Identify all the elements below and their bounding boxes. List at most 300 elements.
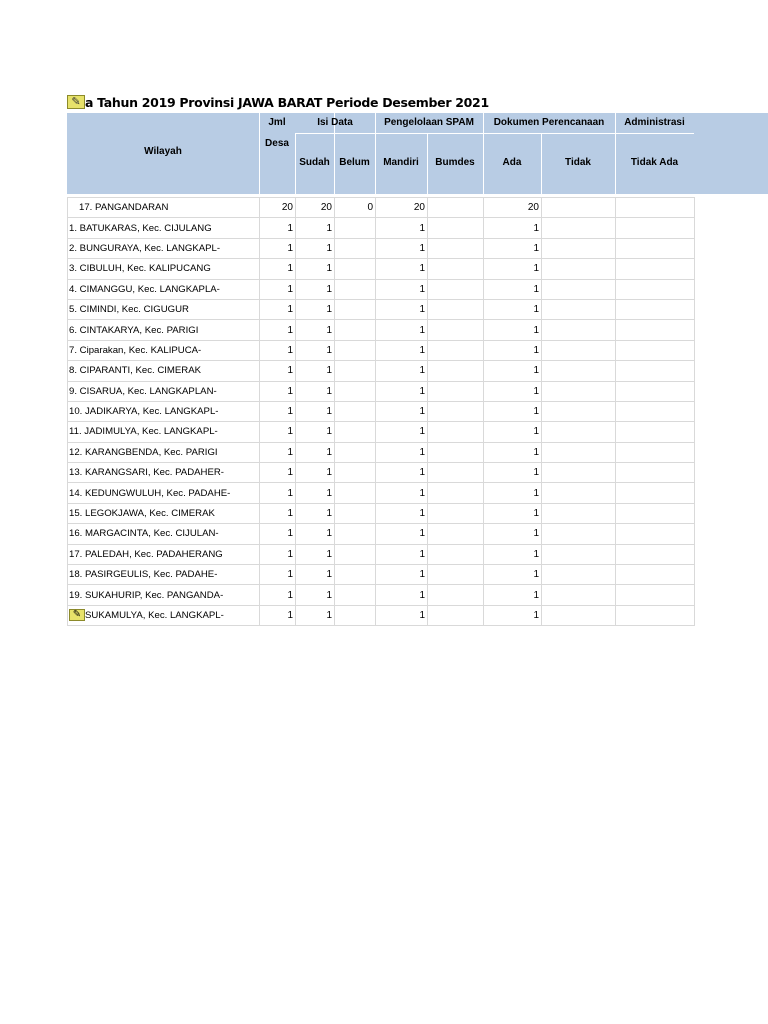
cell-tidak	[542, 605, 616, 625]
header-ada: Ada	[502, 157, 522, 168]
cell-text: 7. Ciparakan, Kec. KALIPUCA-	[69, 344, 202, 356]
cell-jml	[260, 218, 296, 238]
header-administrasi: Administrasi	[624, 117, 685, 128]
table-row	[68, 401, 695, 421]
cell-tidak-ada	[616, 259, 695, 279]
cell-text: 20	[413, 202, 425, 214]
cell-text: 13. KARANGSARI, Kec. PADAHER-	[69, 467, 224, 479]
cell-text: 1	[287, 365, 293, 377]
cell-text: 1	[533, 487, 539, 499]
cell-jml	[260, 463, 296, 483]
header-tidak-ada: Tidak Ada	[630, 157, 679, 168]
cell-text: 1	[326, 548, 332, 560]
cell-sudah	[296, 320, 335, 340]
cell-belum	[335, 524, 376, 544]
cell-text: 1	[533, 263, 539, 275]
cell-sudah	[296, 463, 335, 483]
cell-sudah	[296, 524, 335, 544]
cell-text: 1	[419, 406, 425, 418]
cell-wilayah	[68, 401, 260, 421]
cell-text: 1	[326, 487, 332, 499]
cell-text: 1	[287, 304, 293, 316]
cell-sudah	[296, 585, 335, 605]
table-row	[68, 279, 695, 299]
cell-mandiri	[376, 585, 428, 605]
cell-ada	[484, 320, 542, 340]
cell-jml	[260, 299, 296, 319]
cell-text: 17. PANGANDARAN	[79, 202, 169, 214]
cell-tidak	[542, 218, 616, 238]
cell-wilayah	[68, 361, 260, 381]
cell-sudah	[296, 565, 335, 585]
cell-text: 1	[533, 426, 539, 438]
cell-tidak	[542, 565, 616, 585]
cell-text: 9. CISARUA, Kec. LANGKAPLAN-	[69, 385, 217, 397]
cell-mandiri	[376, 381, 428, 401]
header-mandiri: Mandiri	[383, 157, 419, 168]
cell-text: 1	[533, 467, 539, 479]
cell-jml	[260, 503, 296, 523]
cell-belum	[335, 218, 376, 238]
cell-text: 1	[287, 467, 293, 479]
cell-text: 1	[419, 365, 425, 377]
cell-tidak-ada	[616, 238, 695, 258]
cell-text: 1	[419, 426, 425, 438]
cell-ada	[484, 565, 542, 585]
cell-belum	[335, 238, 376, 258]
header-overflow	[694, 113, 768, 194]
cell-text: 1	[326, 610, 332, 621]
cell-bumdes	[428, 524, 484, 544]
cell-text: 1	[419, 589, 425, 601]
cell-tidak-ada	[616, 585, 695, 605]
cell-jml	[260, 401, 296, 421]
cell-text: 16. MARGACINTA, Kec. CIJULAN-	[69, 528, 219, 540]
cell-tidak-ada	[616, 381, 695, 401]
cell-mandiri	[376, 544, 428, 564]
cell-tidak-ada	[616, 483, 695, 503]
cell-wilayah	[68, 483, 260, 503]
table-row	[68, 381, 695, 401]
cell-bumdes	[428, 503, 484, 523]
cell-ada	[484, 442, 542, 462]
cell-tidak-ada	[616, 544, 695, 564]
cell-jml	[260, 585, 296, 605]
cell-text: SUKAMULYA, Kec. LANGKAPL-	[85, 610, 224, 621]
cell-text: 11. JADIMULYA, Kec. LANGKAPL-	[69, 426, 218, 438]
cell-text: 1	[533, 283, 539, 295]
cell-tidak	[542, 340, 616, 360]
cell-wilayah	[68, 340, 260, 360]
cell-tidak	[542, 198, 616, 218]
cell-bumdes	[428, 442, 484, 462]
cell-bumdes	[428, 463, 484, 483]
cell-belum	[335, 361, 376, 381]
cell-sudah	[296, 401, 335, 421]
cell-bumdes	[428, 483, 484, 503]
cell-ada	[484, 218, 542, 238]
header-tidak: Tidak	[565, 157, 591, 168]
cell-text: 1	[533, 385, 539, 397]
cell-tidak	[542, 463, 616, 483]
cell-mandiri	[376, 259, 428, 279]
cell-text: 1	[287, 344, 293, 356]
cell-tidak	[542, 503, 616, 523]
cell-text: 1	[419, 242, 425, 254]
cell-wilayah	[68, 198, 260, 218]
cell-tidak-ada	[616, 218, 695, 238]
cell-jml	[260, 361, 296, 381]
table-header	[67, 113, 694, 194]
cell-belum	[335, 605, 376, 625]
cell-text: 20	[527, 202, 539, 214]
cell-bumdes	[428, 259, 484, 279]
cell-ada	[484, 605, 542, 625]
table-row	[68, 503, 695, 523]
cell-text: 1	[287, 487, 293, 499]
cell-text: 1	[419, 528, 425, 540]
cell-mandiri	[376, 361, 428, 381]
cell-text: 0	[367, 202, 373, 214]
cell-wilayah	[68, 544, 260, 564]
cell-mandiri	[376, 463, 428, 483]
cell-tidak-ada	[616, 279, 695, 299]
cell-text: 1	[326, 528, 332, 540]
cell-text: 1	[533, 528, 539, 540]
cell-mandiri	[376, 565, 428, 585]
cell-tidak-ada	[616, 463, 695, 483]
cell-text: 1	[287, 446, 293, 458]
cell-text: 1	[287, 528, 293, 540]
cell-mandiri	[376, 238, 428, 258]
cell-text: 14. KEDUNGWULUH, Kec. PADAHE-	[69, 487, 231, 499]
cell-mandiri	[376, 340, 428, 360]
table-row	[68, 565, 695, 585]
cell-tidak	[542, 279, 616, 299]
cell-text: 1	[287, 426, 293, 438]
table-row	[68, 544, 695, 564]
cell-text: 1	[533, 406, 539, 418]
cell-sudah	[296, 503, 335, 523]
cell-text: 1	[533, 589, 539, 601]
cell-tidak	[542, 585, 616, 605]
cell-tidak	[542, 524, 616, 544]
table-row	[68, 238, 695, 258]
cell-mandiri	[376, 483, 428, 503]
cell-jml	[260, 381, 296, 401]
cell-text: 1	[326, 385, 332, 397]
cell-ada	[484, 279, 542, 299]
cell-bumdes	[428, 218, 484, 238]
cell-text: 1	[533, 548, 539, 560]
table-row	[68, 585, 695, 605]
cell-text: 1	[326, 222, 332, 234]
cell-text: 1	[326, 304, 332, 316]
header-pengelolaan-spam: Pengelolaan SPAM	[384, 117, 474, 128]
cell-ada	[484, 361, 542, 381]
cell-text: 1	[533, 569, 539, 581]
cell-text: 1	[419, 344, 425, 356]
cell-mandiri	[376, 401, 428, 421]
cell-text: 1	[533, 610, 539, 621]
cell-tidak-ada	[616, 503, 695, 523]
cell-tidak	[542, 361, 616, 381]
cell-text: 1	[287, 283, 293, 295]
cell-jml	[260, 279, 296, 299]
cell-bumdes	[428, 381, 484, 401]
cell-tidak	[542, 259, 616, 279]
table-row	[68, 320, 695, 340]
cell-bumdes	[428, 544, 484, 564]
header-wilayah: Wilayah	[144, 146, 182, 157]
cell-text: 1	[419, 222, 425, 234]
cell-belum	[335, 279, 376, 299]
cell-text: 1	[533, 365, 539, 377]
cell-belum	[335, 442, 376, 462]
header-desa: Desa	[265, 138, 289, 149]
cell-ada	[484, 238, 542, 258]
cell-wilayah	[68, 442, 260, 462]
cell-tidak-ada	[616, 299, 695, 319]
cell-text: 1	[419, 508, 425, 520]
cell-belum	[335, 483, 376, 503]
cell-belum	[335, 585, 376, 605]
cell-mandiri	[376, 279, 428, 299]
cell-sudah	[296, 279, 335, 299]
cell-tidak-ada	[616, 361, 695, 381]
cell-tidak-ada	[616, 605, 695, 625]
cell-text: 1	[326, 242, 332, 254]
cell-sudah	[296, 259, 335, 279]
cell-text: 15. LEGOKJAWA, Kec. CIMERAK	[69, 508, 215, 520]
cell-ada	[484, 198, 542, 218]
cell-tidak-ada	[616, 198, 695, 218]
total-row	[68, 198, 695, 218]
cell-text: 1	[287, 589, 293, 601]
cell-mandiri	[376, 320, 428, 340]
table-row	[68, 299, 695, 319]
cell-mandiri	[376, 605, 428, 625]
cell-jml	[260, 238, 296, 258]
cell-mandiri	[376, 198, 428, 218]
header-dokumen-perencanaan: Dokumen Perencanaan	[493, 117, 605, 128]
cell-text: 1	[326, 426, 332, 438]
pencil-icon[interactable]: ✎	[69, 609, 85, 621]
cell-text: 1	[419, 548, 425, 560]
cell-text: 1	[287, 385, 293, 397]
cell-text: 1	[419, 467, 425, 479]
cell-tidak-ada	[616, 422, 695, 442]
cell-tidak	[542, 381, 616, 401]
cell-jml	[260, 524, 296, 544]
cell-text: 1	[326, 283, 332, 295]
cell-tidak-ada	[616, 565, 695, 585]
cell-belum	[335, 198, 376, 218]
cell-text: 1	[287, 508, 293, 520]
cell-bumdes	[428, 361, 484, 381]
cell-wilayah	[68, 279, 260, 299]
cell-text: 1	[326, 508, 332, 520]
header-bumdes: Bumdes	[435, 157, 475, 168]
cell-mandiri	[376, 218, 428, 238]
cell-mandiri	[376, 299, 428, 319]
cell-wilayah	[68, 381, 260, 401]
cell-tidak-ada	[616, 524, 695, 544]
cell-text: 1	[419, 385, 425, 397]
cell-text: 4. CIMANGGU, Kec. LANGKAPLA-	[69, 283, 220, 295]
cell-belum	[335, 340, 376, 360]
cell-ada	[484, 503, 542, 523]
cell-bumdes	[428, 320, 484, 340]
cell-sudah	[296, 483, 335, 503]
table-row	[68, 442, 695, 462]
cell-belum	[335, 299, 376, 319]
cell-wilayah	[68, 463, 260, 483]
cell-wilayah	[68, 238, 260, 258]
cell-ada	[484, 524, 542, 544]
cell-wilayah	[68, 605, 260, 625]
cell-belum	[335, 463, 376, 483]
cell-tidak	[542, 238, 616, 258]
cell-jml	[260, 198, 296, 218]
report-title-row	[67, 92, 489, 112]
cell-sudah	[296, 422, 335, 442]
data-table	[67, 197, 695, 626]
cell-ada	[484, 483, 542, 503]
cell-text: 20	[281, 202, 293, 214]
table-row	[68, 605, 695, 625]
cell-text: 1	[326, 344, 332, 356]
header-jml: Jml	[268, 117, 286, 128]
cell-jml	[260, 544, 296, 564]
cell-jml	[260, 340, 296, 360]
cell-ada	[484, 544, 542, 564]
cell-text: 1	[326, 446, 332, 458]
cell-text: 2. BUNGURAYA, Kec. LANGKAPL-	[69, 242, 221, 254]
cell-text: 3. CIBULUH, Kec. KALIPUCANG	[69, 263, 211, 275]
cell-text: 1	[326, 263, 332, 275]
table-row	[68, 483, 695, 503]
cell-tidak	[542, 422, 616, 442]
cell-belum	[335, 565, 376, 585]
cell-text: 1	[533, 508, 539, 520]
cell-bumdes	[428, 422, 484, 442]
cell-bumdes	[428, 401, 484, 421]
cell-sudah	[296, 544, 335, 564]
cell-jml	[260, 320, 296, 340]
cell-bumdes	[428, 605, 484, 625]
cell-sudah	[296, 381, 335, 401]
pencil-icon[interactable]: ✎	[67, 95, 85, 109]
cell-sudah	[296, 442, 335, 462]
cell-text: 1	[533, 344, 539, 356]
cell-wilayah	[68, 585, 260, 605]
cell-wilayah	[68, 320, 260, 340]
cell-wilayah	[68, 259, 260, 279]
table-row	[68, 340, 695, 360]
cell-text: 1	[326, 467, 332, 479]
cell-ada	[484, 381, 542, 401]
cell-text: 8. CIPARANTI, Kec. CIMERAK	[69, 365, 202, 377]
cell-text: 1	[287, 406, 293, 418]
cell-sudah	[296, 218, 335, 238]
cell-ada	[484, 463, 542, 483]
cell-text: 17. PALEDAH, Kec. PADAHERANG	[69, 548, 223, 560]
cell-tidak	[542, 299, 616, 319]
cell-belum	[335, 422, 376, 442]
cell-text: 1	[419, 324, 425, 336]
cell-jml	[260, 442, 296, 462]
cell-bumdes	[428, 299, 484, 319]
cell-text: 10. JADIKARYA, Kec. LANGKAPL-	[69, 406, 219, 418]
cell-belum	[335, 320, 376, 340]
cell-text: 1	[419, 263, 425, 275]
cell-belum	[335, 381, 376, 401]
cell-text: 1	[419, 446, 425, 458]
cell-wilayah	[68, 565, 260, 585]
table-row	[68, 259, 695, 279]
cell-belum	[335, 503, 376, 523]
cell-tidak-ada	[616, 320, 695, 340]
cell-jml	[260, 483, 296, 503]
cell-ada	[484, 401, 542, 421]
cell-wilayah	[68, 503, 260, 523]
cell-text: 1	[326, 589, 332, 601]
cell-ada	[484, 422, 542, 442]
cell-ada	[484, 585, 542, 605]
cell-text: 1	[326, 324, 332, 336]
cell-sudah	[296, 361, 335, 381]
table-row	[68, 524, 695, 544]
cell-text: 5. CIMINDI, Kec. CIGUGUR	[69, 304, 189, 316]
cell-bumdes	[428, 565, 484, 585]
table-body	[68, 198, 695, 626]
cell-text: 1. BATUKARAS, Kec. CIJULANG	[69, 222, 212, 234]
cell-mandiri	[376, 422, 428, 442]
cell-tidak-ada	[616, 340, 695, 360]
cell-text: 1	[533, 446, 539, 458]
cell-wilayah	[68, 422, 260, 442]
cell-ada	[484, 340, 542, 360]
cell-text: 1	[533, 304, 539, 316]
cell-belum	[335, 401, 376, 421]
cell-sudah	[296, 238, 335, 258]
cell-sudah	[296, 605, 335, 625]
cell-wilayah	[68, 218, 260, 238]
cell-text: 18. PASIRGEULIS, Kec. PADAHE-	[69, 569, 218, 581]
cell-wilayah	[68, 299, 260, 319]
cell-tidak-ada	[616, 442, 695, 462]
cell-mandiri	[376, 524, 428, 544]
cell-sudah	[296, 299, 335, 319]
cell-tidak	[542, 401, 616, 421]
cell-bumdes	[428, 279, 484, 299]
header-belum: Belum	[339, 157, 370, 168]
cell-ada	[484, 259, 542, 279]
cell-text: 1	[419, 610, 425, 621]
cell-text: 1	[419, 304, 425, 316]
cell-text: 1	[287, 222, 293, 234]
cell-text: 1	[419, 569, 425, 581]
header-sudah: Sudah	[299, 157, 330, 168]
cell-text: 12. KARANGBENDA, Kec. PARIGI	[69, 446, 218, 458]
cell-text: 1	[287, 569, 293, 581]
cell-text: 1	[287, 324, 293, 336]
table-row	[68, 218, 695, 238]
cell-text: 1	[287, 548, 293, 560]
cell-bumdes	[428, 198, 484, 218]
cell-text: 1	[533, 222, 539, 234]
